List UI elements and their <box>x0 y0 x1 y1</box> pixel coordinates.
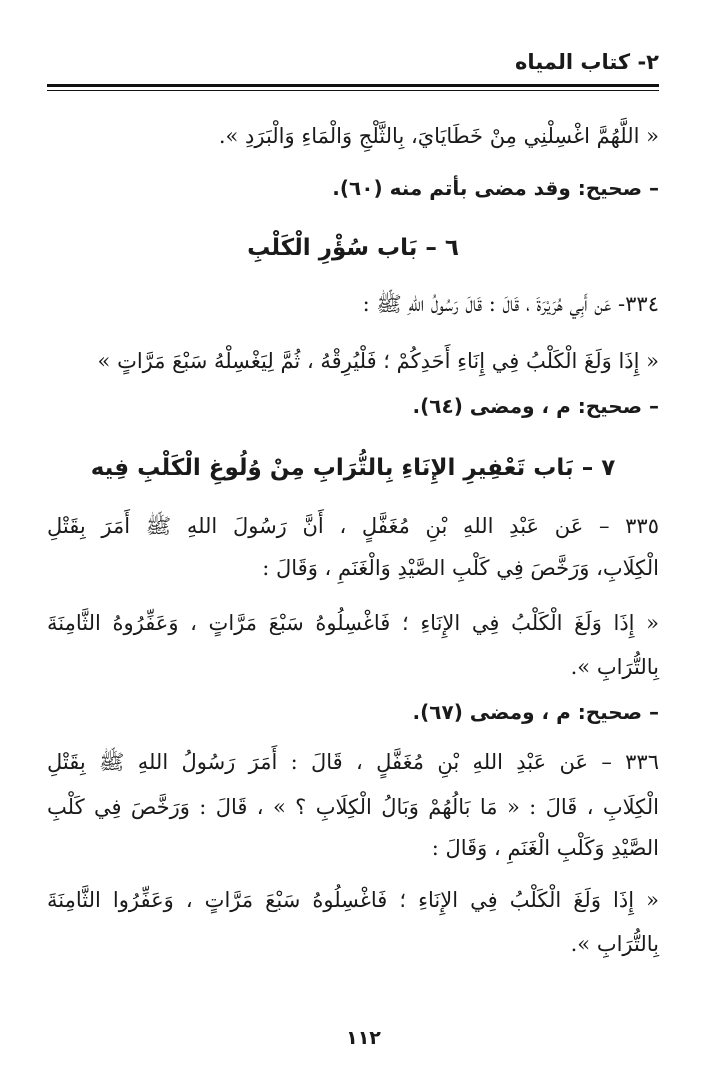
chapter-heading-6: ٦ – بَاب سُؤْرِ الْكَلْبِ <box>247 235 459 261</box>
hadith-335-grade: – صحيح: م ، ومضى (٦٧). <box>412 700 659 724</box>
hadith-336-text-1: « إِذَا وَلَغَ الْكَلْبُ فِي الإِنَاءِ ؛ فَاغْسِلُوهُ سَبْعَ مَرَّاتٍ ، وَعَفِّرُوا الثَّامِنَةَ <box>47 888 659 912</box>
hadith-335-isnad-1: ٣٣٥ – عَن عَبْدِ اللهِ بْنِ مُغَفَّلٍ ، أَنَّ رَسُولَ اللهِ ﷺ أَمَرَ بِقَتْلِ <box>47 514 659 538</box>
chapter-header: ٢- كتاب المياه <box>515 50 659 74</box>
hadith-335-isnad-2: الْكِلَابِ، وَرَخَّصَ فِي كَلْبِ الصَّيْدِ وَالْغَنَمِ ، وَقَالَ : <box>262 556 659 580</box>
grade-note: – صحيح: وقد مضى بأتم منه (٦٠). <box>332 176 659 200</box>
hadith-text: « اللَّهُمَّ اغْسِلْنِي مِنْ خَطَايَايَ، بِالثَّلْجِ وَالْمَاءِ وَالْبَرَدِ ». <box>218 124 659 148</box>
page-number: ١١٢ <box>346 1027 381 1049</box>
header-rule-thick <box>47 84 659 87</box>
hadith-336-text-2: بِالتُّرَابِ ». <box>570 932 659 956</box>
hadith-334-grade: – صحيح: م ، ومضى (٦٤). <box>412 394 659 418</box>
hadith-334-text: « إِذَا وَلَغَ الْكَلْبُ فِي إِنَاءِ أَحَدِكُمْ ؛ فَلْيُرِقْهُ ، ثُمَّ لِيَغْسِلْهُ سَبْعَ مَرَّاتٍ » <box>97 349 659 373</box>
hadith-335-text-2: بِالتُّرَابِ ». <box>570 655 659 679</box>
header-rule-thin <box>47 90 659 91</box>
hadith-336-isnad-2: الْكِلَابِ ، قَالَ : « مَا بَالُهُمْ وَبَالُ الْكِلَابِ ؟ » ، قَالَ : وَرَخَّصَ فِي كَلْبِ <box>47 795 659 819</box>
hadith-335-text-1: « إِذَا وَلَغَ الْكَلْبُ فِي الإِنَاءِ ؛ فَاغْسِلُوهُ سَبْعَ مَرَّاتٍ ، وَعَفِّرُوهُ الثَّامِنَةَ <box>47 611 659 635</box>
hadith-336-isnad-1: ٣٣٦ – عَن عَبْدِ اللهِ بْنِ مُغَفَّلٍ ، قَالَ : أَمَرَ رَسُولُ اللهِ ﷺ بِقَتْلِ <box>47 750 659 774</box>
hadith-336-isnad-3: الصَّيْدِ وَكَلْبِ الْغَنَمِ ، وَقَالَ : <box>431 836 659 860</box>
hadith-334-isnad: ٣٣٤- عَن أَبِي هُرَيْرَةَ ، قَالَ : قَالَ رَسُولُ اللهِ ﷺ : <box>362 292 659 316</box>
chapter-heading-7: ٧ – بَاب تَعْفِيرِ الإِنَاءِ بِالتُّرَابِ مِنْ وُلُوغِ الْكَلْبِ فِيه <box>90 455 616 481</box>
